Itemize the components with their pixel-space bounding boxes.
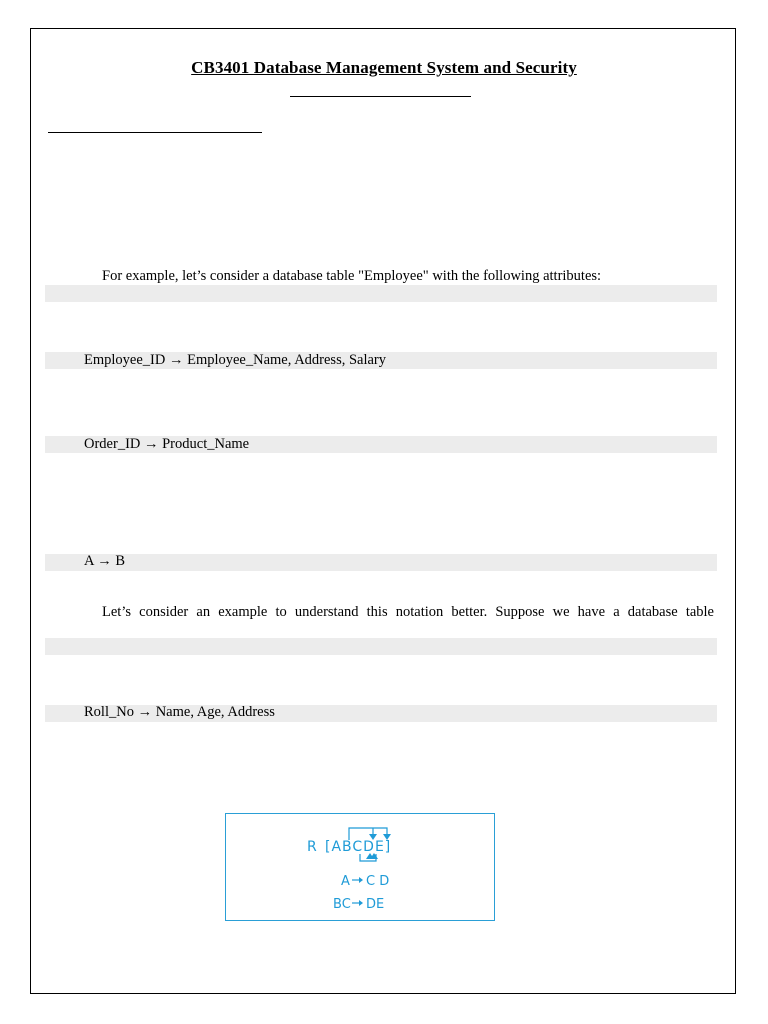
section-heading-rule (48, 132, 262, 133)
relation-label: R (307, 839, 317, 855)
fd-diagram-svg (226, 814, 494, 920)
fd-notation-line: A → B (84, 553, 126, 569)
fd1-rhs: C D (366, 874, 390, 889)
fd2-lhs: BC (333, 897, 351, 912)
functional-dependency-diagram (225, 813, 495, 921)
example-paragraph: Let’s consider an example to understand this notation better. Suppose we have a database table (102, 604, 714, 620)
document-title: CB3401 Database Management System and Security (191, 58, 577, 77)
intro-paragraph: For example, let’s consider a database table "Employee" with the following attributes: (102, 268, 602, 284)
shaded-code-band (45, 554, 717, 571)
fd-employee-line: Employee_ID → Employee_Name, Address, Salary (84, 352, 387, 368)
arrow-right-icon (352, 877, 363, 883)
arrow-right-icon (352, 900, 363, 906)
title-underline-rule (290, 96, 471, 97)
fd-student-line: Roll_No → Name, Age, Address (84, 704, 275, 720)
relation-attributes: [ABCDE] (325, 839, 392, 855)
fd1-lhs: A (341, 874, 350, 889)
shaded-code-band-empty (45, 638, 717, 655)
fd2-rhs: DE (366, 897, 385, 912)
shaded-code-band-empty (45, 285, 717, 302)
fd-order-line: Order_ID → Product_Name (84, 436, 250, 452)
